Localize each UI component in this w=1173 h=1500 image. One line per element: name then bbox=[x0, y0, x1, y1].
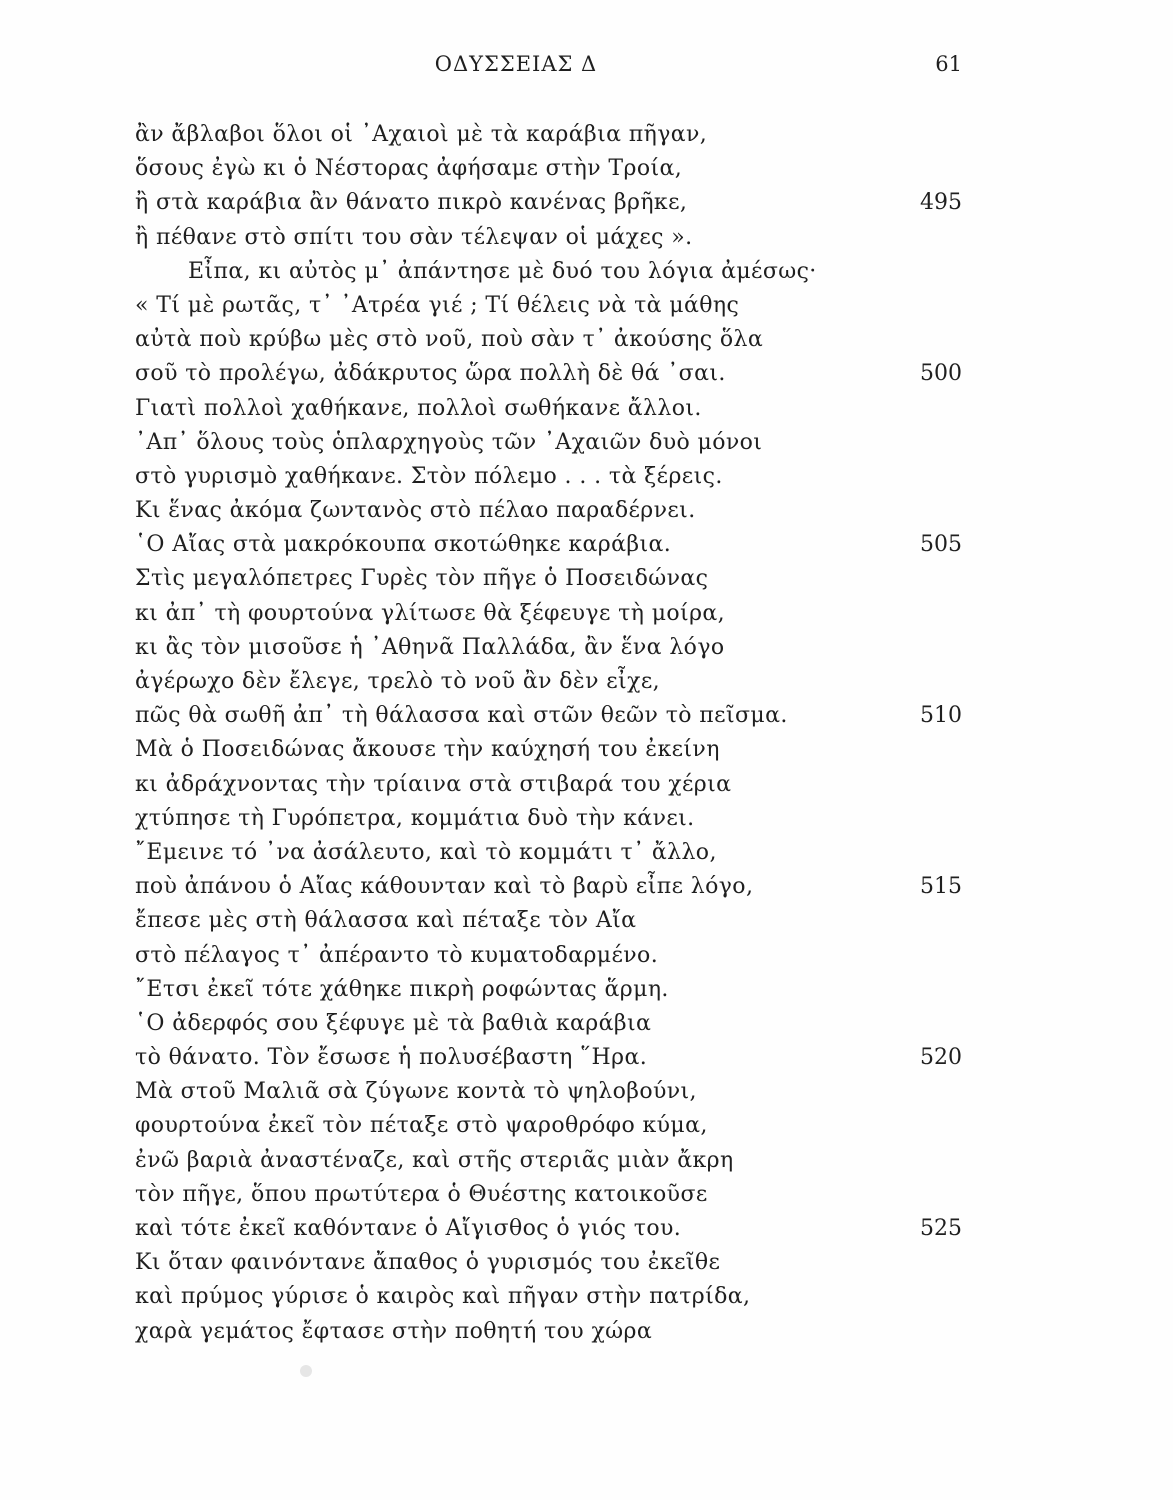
verse-text: ῎Εμεινε τό ᾿να ἀσάλευτο, καὶ τὸ κομμάτι τ᾿ ἄλλο, bbox=[135, 839, 717, 865]
verse-line bbox=[0, 255, 1173, 289]
verse-line bbox=[0, 118, 1173, 152]
line-number: 495 bbox=[920, 190, 962, 216]
verse-line bbox=[0, 1178, 1173, 1212]
verse-line bbox=[0, 802, 1173, 836]
verse-line bbox=[0, 392, 1173, 426]
running-head bbox=[0, 52, 1173, 86]
verse-line bbox=[0, 1144, 1173, 1178]
verse-text: στὸ πέλαγος τ᾿ ἀπέραντο τὸ κυματοδαρμένο. bbox=[135, 942, 659, 968]
verse-line bbox=[0, 1075, 1173, 1109]
verse-line bbox=[0, 1041, 1173, 1075]
verse-line bbox=[0, 289, 1173, 323]
verse-line bbox=[0, 221, 1173, 255]
verse-text: ἔπεσε μὲς στὴ θάλασσα καὶ πέταξε τὸν Αἴα bbox=[135, 908, 637, 934]
verse-line bbox=[0, 460, 1173, 494]
verse-line bbox=[0, 1212, 1173, 1246]
verse-line bbox=[0, 870, 1173, 904]
verse-text: ᾿Απ᾿ ὅλους τοὺς ὁπλαρχηγοὺς τῶν ᾿Αχαιῶν δυὸ μόνοι bbox=[135, 429, 763, 455]
verse-line bbox=[0, 494, 1173, 528]
verse-line bbox=[0, 939, 1173, 973]
running-title: ΟΔΥΣΣΕΙΑΣ Δ bbox=[434, 52, 598, 76]
verse-text: πῶς θὰ σωθῆ ἀπ᾿ τὴ θάλασσα καὶ στῶν θεῶν τὸ πεῖσμα. bbox=[135, 703, 788, 729]
verse-line bbox=[0, 357, 1173, 391]
verse-text: κι ἀπ᾿ τὴ φουρτούνα γλίτωσε θὰ ξέφευγε τὴ μοίρα, bbox=[135, 600, 726, 626]
verse-text: ῎Ετσι ἐκεῖ τότε χάθηκε πικρὴ ροφώντας ἅρμη. bbox=[135, 976, 669, 1002]
verse-text: αὐτὰ ποὺ κρύβω μὲς στὸ νοῦ, ποὺ σὰν τ᾿ ἀκούσης ὅλα bbox=[135, 327, 764, 353]
verse-line bbox=[0, 528, 1173, 562]
verse-text: ῾Ο Αἴας στὰ μακρόκουπα σκοτώθηκε καράβια. bbox=[135, 532, 672, 558]
verse-line bbox=[0, 699, 1173, 733]
verse-text: κι ἀδράχνοντας τὴν τρίαινα στὰ στιβαρά του χέρια bbox=[135, 771, 732, 797]
line-number: 515 bbox=[920, 874, 962, 900]
verse-text: ἐνῶ βαριὰ ἀναστέναζε, καὶ στῆς στεριᾶς μιὰν ἄκρη bbox=[135, 1147, 734, 1173]
line-number: 525 bbox=[920, 1216, 962, 1241]
verse-line bbox=[0, 665, 1173, 699]
verse-text: Μὰ ὁ Ποσειδώνας ἄκουσε τὴν καύχησή του ἐκείνη bbox=[135, 737, 720, 763]
verse-line bbox=[0, 631, 1173, 665]
verse-text: ποὺ ἀπάνου ὁ Αἴας κάθουνταν καὶ τὸ βαρὺ εἶπε λόγο, bbox=[135, 874, 754, 900]
line-number: 505 bbox=[920, 532, 962, 558]
verse-line bbox=[0, 733, 1173, 767]
verse-line bbox=[0, 1109, 1173, 1143]
verse-line bbox=[0, 904, 1173, 938]
verse-text: Μὰ στοῦ Μαλιᾶ σὰ ζύγωνε κοντὰ τὸ ψηλοβούνι, bbox=[135, 1079, 697, 1105]
verse-text: καὶ τότε ἐκεῖ καθόντανε ὁ Αἴγισθος ὁ γιός του. bbox=[135, 1216, 682, 1241]
verse-text: Κι ὅταν φαινόντανε ἄπαθος ὁ γυρισμός του ἐκεῖθε bbox=[135, 1250, 721, 1276]
verse-line bbox=[0, 1280, 1173, 1314]
verse-text: καὶ πρύμος γύρισε ὁ καιρὸς καὶ πῆγαν στὴν πατρίδα, bbox=[135, 1284, 751, 1310]
verse-text: ἢ πέθανε στὸ σπίτι του σὰν τέλεψαν οἱ μάχες ». bbox=[135, 224, 693, 250]
verse-line bbox=[0, 1007, 1173, 1041]
verse-text: στὸ γυρισμὸ χαθήκανε. Στὸν πόλεμο . . . τὰ ξέρεις. bbox=[135, 463, 723, 489]
verse-text: κι ἂς τὸν μισοῦσε ἡ ᾿Αθηνᾶ Παλλάδα, ἂν ἕνα λόγο bbox=[135, 634, 725, 660]
verse-text: Εἶπα, κι αὐτὸς μ᾿ ἀπάντησε μὲ δυό του λόγια ἀμέσως· bbox=[188, 258, 817, 284]
verse-text: ἀγέρωχο δὲν ἔλεγε, τρελὸ τὸ νοῦ ἂν δὲν εἶχε, bbox=[135, 669, 661, 694]
verse-line bbox=[0, 768, 1173, 802]
verse-line bbox=[0, 597, 1173, 631]
verse-line bbox=[0, 973, 1173, 1007]
verse-line bbox=[0, 323, 1173, 357]
verse-text: ὅσους ἐγὼ κι ὁ Νέστορας ἀφήσαμε στὴν Τροία, bbox=[135, 156, 683, 182]
verse-text: ἢ στὰ καράβια ἂν θάνατο πικρὸ κανένας βρῆκε, bbox=[135, 190, 688, 216]
verse-text: ἂν ἄβλαβοι ὅλοι οἱ ᾿Αχαιοὶ μὲ τὰ καράβια πῆγαν, bbox=[135, 122, 708, 147]
verse-block bbox=[0, 118, 1173, 1349]
line-number: 520 bbox=[920, 1045, 962, 1071]
page-number: 61 bbox=[935, 52, 962, 76]
line-number: 510 bbox=[920, 703, 962, 729]
verse-text: χαρὰ γεμάτος ἔφτασε στὴν ποθητή του χώρα bbox=[135, 1318, 653, 1344]
verse-line bbox=[0, 426, 1173, 460]
verse-line bbox=[0, 1315, 1173, 1349]
verse-text: Γιατὶ πολλοὶ χαθήκανε, πολλοὶ σωθήκανε ἄλλοι. bbox=[135, 395, 702, 421]
verse-line bbox=[0, 836, 1173, 870]
verse-text: τὸν πῆγε, ὅπου πρωτύτερα ὁ Θυέστης κατοικοῦσε bbox=[135, 1181, 708, 1207]
line-number: 500 bbox=[920, 361, 962, 387]
verse-line bbox=[0, 186, 1173, 220]
verse-text: ῾Ο ἀδερφός σου ξέφυγε μὲ τὰ βαθιὰ καράβια bbox=[135, 1010, 652, 1036]
verse-text: Κι ἕνας ἀκόμα ζωντανὸς στὸ πέλαο παραδέρνει. bbox=[135, 498, 696, 524]
verse-line bbox=[0, 562, 1173, 596]
verse-text: « Τί μὲ ρωτᾶς, τ᾿ ᾿Ατρέα γιέ ; Τί θέλεις νὰ τὰ μάθης bbox=[135, 292, 740, 318]
verse-text: Στὶς μεγαλόπετρες Γυρὲς τὸν πῆγε ὁ Ποσειδώνας bbox=[135, 566, 709, 592]
verse-text: σοῦ τὸ προλέγω, ἀδάκρυτος ὥρα πολλὴ δὲ θά ᾿σαι. bbox=[135, 361, 726, 387]
verse-text: τὸ θάνατο. Τὸν ἔσωσε ἡ πολυσέβαστη ῞Ηρα. bbox=[135, 1045, 648, 1071]
verse-text: φουρτούνα ἐκεῖ τὸν πέταξε στὸ ψαροθρόφο κύμα, bbox=[135, 1113, 708, 1139]
stray-ink-dot bbox=[300, 1365, 312, 1377]
verse-text: χτύπησε τὴ Γυρόπετρα, κομμάτια δυὸ τὴν κάνει. bbox=[135, 805, 695, 831]
verse-line bbox=[0, 1246, 1173, 1280]
verse-line bbox=[0, 152, 1173, 186]
